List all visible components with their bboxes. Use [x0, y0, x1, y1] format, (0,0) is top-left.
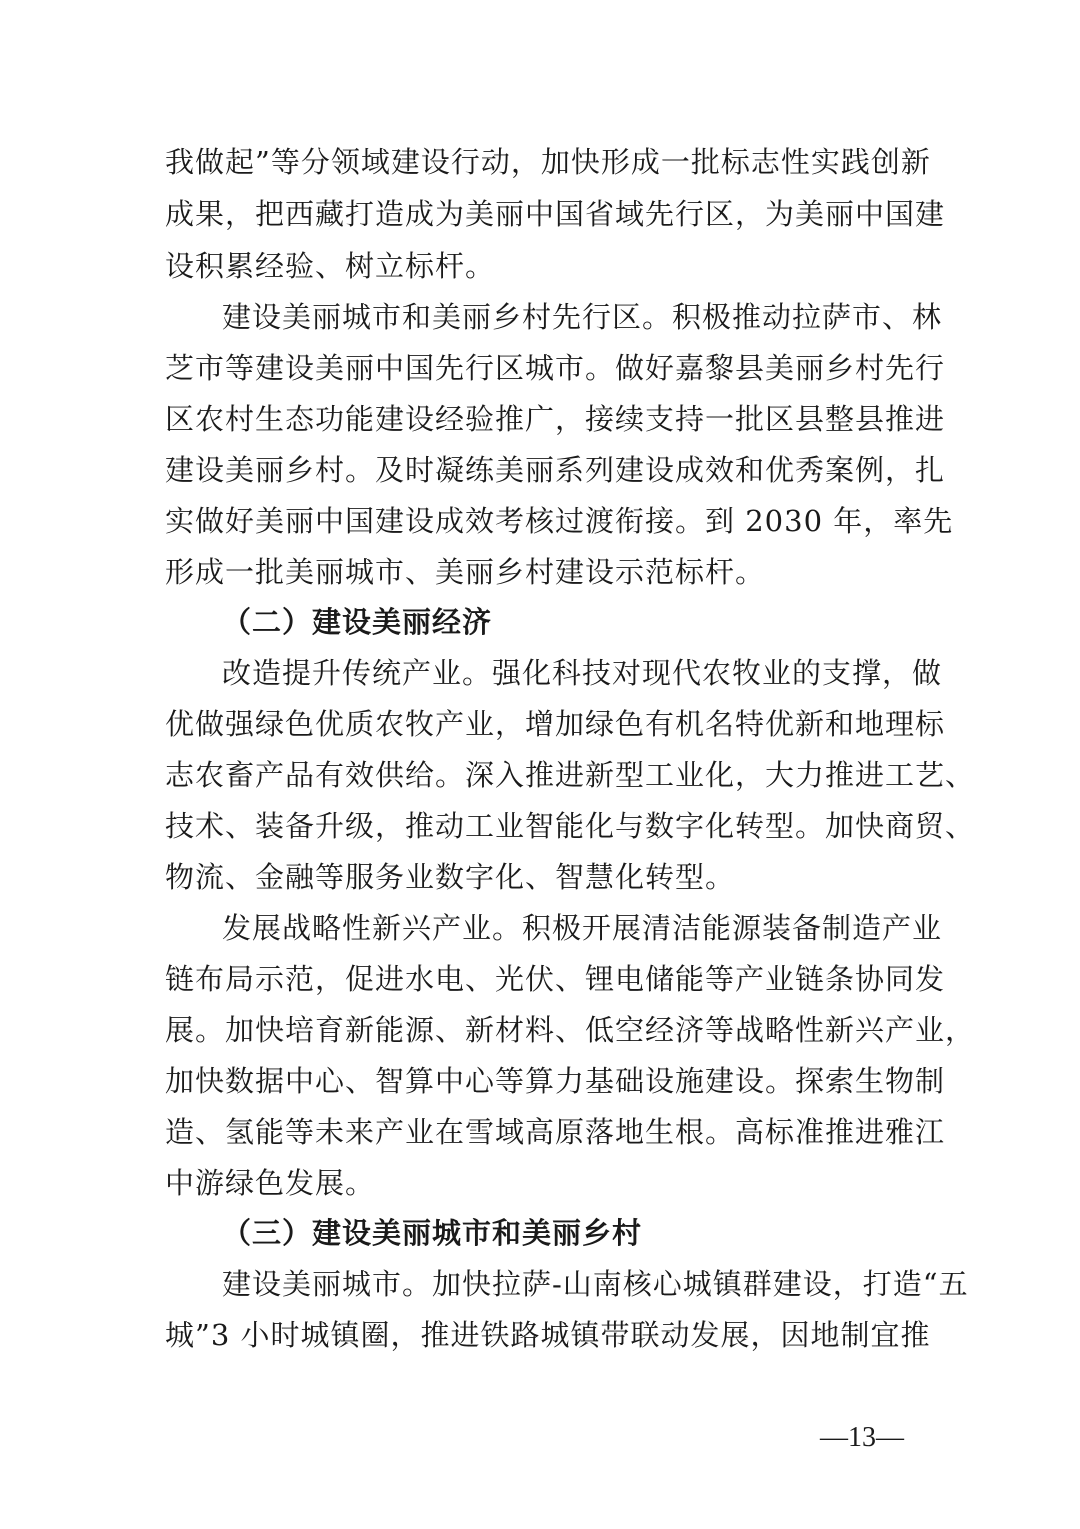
body-text-line: 志农畜产品有效供给。深入推进新型工业化，大力推进工艺、 — [165, 758, 976, 792]
body-text-line: 设积累经验、树立标杆。 — [165, 249, 496, 283]
paragraph-start-line: 建设美丽城市和美丽乡村先行区。积极推动拉萨市、林 — [222, 300, 943, 334]
body-text-line: 形成一批美丽城市、美丽乡村建设示范标杆。 — [165, 555, 766, 589]
body-text-line: 建设美丽乡村。及时凝练美丽系列建设成效和优秀案例，扎 — [165, 453, 946, 487]
section-heading: （三）建设美丽城市和美丽乡村 — [222, 1216, 643, 1250]
body-text-line: 我做起”等分领域建设行动，加快形成一批标志性实践创新 — [165, 145, 931, 179]
body-text-line: 加快数据中心、智算中心等算力基础设施建设。探索生物制 — [165, 1064, 946, 1098]
body-text-line: 实做好美丽中国建设成效考核过渡衔接。到 2030 年，率先 — [165, 504, 954, 538]
body-text-line: 物流、金融等服务业数字化、智慧化转型。 — [165, 860, 736, 894]
body-text-line: 芝市等建设美丽中国先行区城市。做好嘉黎县美丽乡村先行 — [165, 351, 946, 385]
body-text-line: 造、氢能等未来产业在雪域高原落地生根。高标准推进雅江 — [165, 1115, 946, 1149]
page-number: —13— — [820, 1422, 904, 1453]
paragraph-start-line: 发展战略性新兴产业。积极开展清洁能源装备制造产业 — [222, 911, 943, 945]
body-text-line: 链布局示范，促进水电、光伏、锂电储能等产业链条协同发 — [165, 962, 946, 996]
paragraph-start-line: 建设美丽城市。加快拉萨-山南核心城镇群建设，打造“五 — [222, 1267, 969, 1301]
body-text-line: 成果，把西藏打造成为美丽中国省域先行区，为美丽中国建 — [165, 197, 946, 231]
body-text-line: 中游绿色发展。 — [165, 1166, 376, 1200]
body-text-line: 展。加快培育新能源、新材料、低空经济等战略性新兴产业， — [165, 1013, 976, 1047]
body-text-line: 技术、装备升级，推动工业智能化与数字化转型。加快商贸、 — [165, 809, 976, 843]
paragraph-start-line: 改造提升传统产业。强化科技对现代农牧业的支撑，做 — [222, 656, 943, 690]
section-heading: （二）建设美丽经济 — [222, 605, 493, 639]
body-text-line: 城”3 小时城镇圈，推进铁路城镇带联动发展，因地制宜推 — [165, 1318, 931, 1352]
body-text-line: 区农村生态功能建设经验推广，接续支持一批区县整县推进 — [165, 402, 946, 436]
body-text-line: 优做强绿色优质农牧产业，增加绿色有机名特优新和地理标 — [165, 707, 946, 741]
